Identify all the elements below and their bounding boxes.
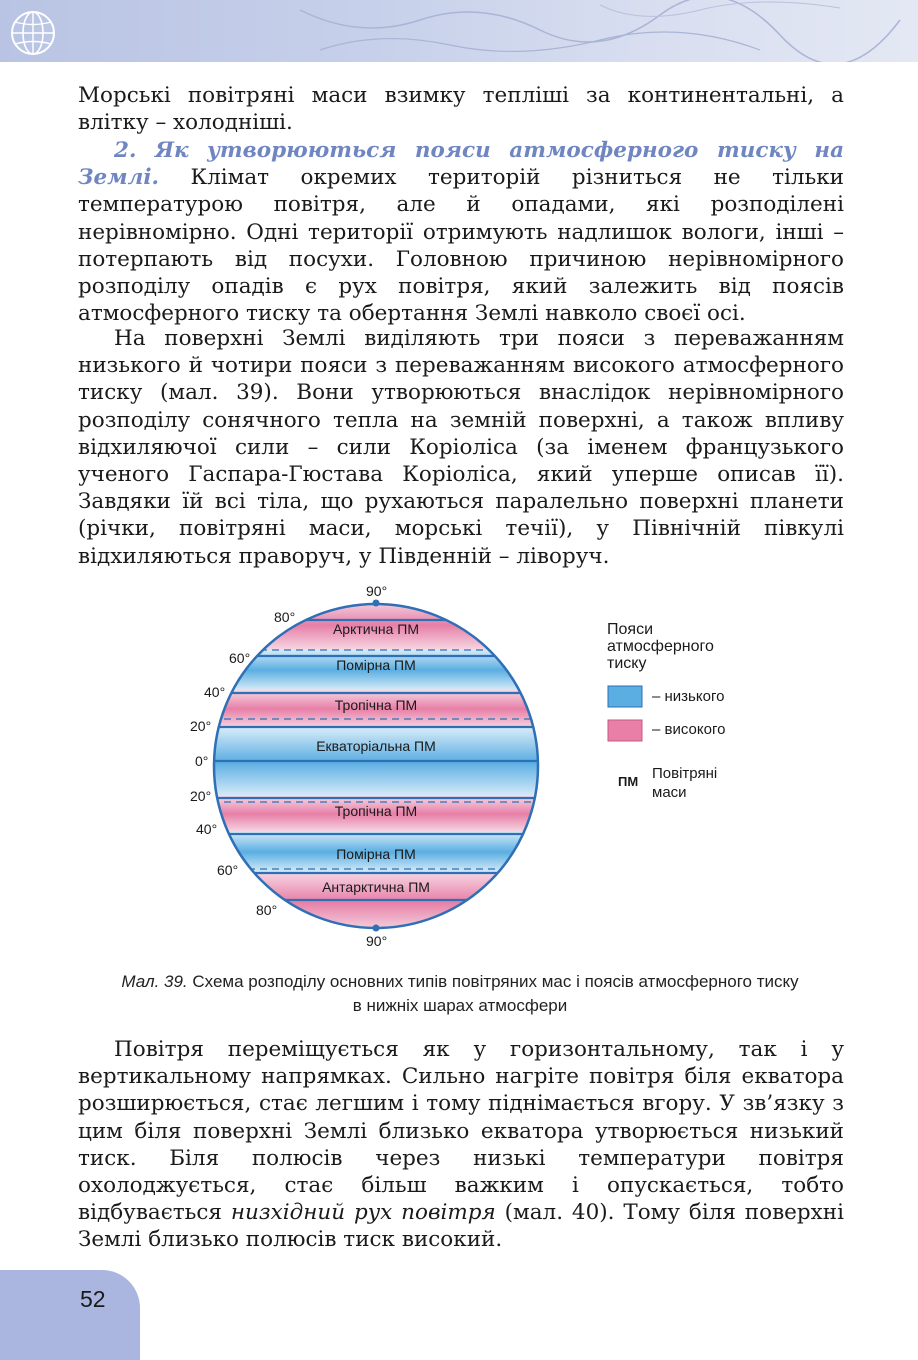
section-2-text: Клімат окремих територій різниться не тільки температурою повітря, але й опадами, які розподілені нерівномірно. Одні території отримують надлишок вологи, інші – потерпають від посухи. Головною причиною нерівномірного розподілу опадів є рух повітря, який залежить від поясів атмосферного тиску та обертання Землі навколо своєї осі. [78,165,844,327]
lat-label-n60: 60° [229,650,251,666]
caption-text: Схема розподілу основних типів повітряних мас і поясів атмосферного тиску в нижніх шарах атмосфери [187,972,799,1015]
lat-label-s20: 20° [190,788,212,804]
legend-pm-line-2: маси [652,784,687,801]
band-label-temperate-n: Помірна ПМ [336,657,416,673]
page-number: 52 [80,1286,106,1312]
paragraph-4 [78,1036,844,1254]
pressure-belts-diagram [0,580,918,960]
north-pole-dot [373,600,380,607]
lat-label-equator: 0° [195,753,209,769]
band-label-tropical-s: Тропічна ПМ [334,803,418,819]
legend-title-line-3: тиску [607,655,647,672]
caption-number: Мал. 39. [121,972,188,991]
legend-title-line-1: Пояси [607,621,653,638]
lat-label-s90: 90° [366,933,388,949]
lat-label-n80: 80° [274,609,296,625]
page-number-tab [0,1270,140,1360]
south-pole-dot [373,925,380,932]
paragraph-3 [78,325,844,570]
legend-title-line-2: атмосферного [607,638,714,655]
paragraph-4-part-2: (мал. 40). Тому біля поверхні Землі близько полюсів тиск високий. [78,1200,844,1253]
lat-label-s80: 80° [256,902,278,918]
paragraph-3-text: На поверхні Землі виділяють три пояси з переважанням низького й чотири пояси з переважанням високого атмосферного тиску (мал. 39). Вони утворюються внаслідок нерівномірного розподілу сонячного тепла на земній поверхні, а також впливу відхиляючої сили – сили Коріоліса (за іменем французького ученого Гаспара-Гюстава Коріоліса, який уперше описав її). Завдяки їй всі тіла, що рухаються паралельно поверхні планети (річки, повітряні маси, морські течії), у Північній півкулі відхиляються праворуч, у Південній – ліворуч. [78,326,844,569]
globe-icon [8,8,58,58]
figure-39 [0,580,918,960]
figure-caption [120,970,800,1018]
legend-swatch-high [608,720,642,741]
paragraph-1-text: Морські повітряні маси взимку тепліші за континентальні, а влітку – холодніші. [78,83,844,136]
band-label-temperate-s: Помірна ПМ [336,846,416,862]
lat-label-s60: 60° [217,862,239,878]
header-map-decoration [0,0,918,62]
band-label-arctic: Арктична ПМ [332,621,420,637]
legend-swatch-low [608,686,642,707]
header-band [0,0,918,62]
paragraph-4-part-1: Повітря переміщується як у горизонтальному, так і у вертикальному напрямках. Сильно нагріте повітря біля екватора розширюється, стає легшим і тому піднімається вгору. У зв’язку з цим біля поверхні Землі близько екватора утворюється низький тиск. Біля полюсів через низькі температури повітря охолоджується, стає більш важким і опускається, тобто відбувається [78,1037,844,1226]
band-label-antarctic: Антарктична ПМ [322,879,430,895]
legend-label-low: – низького [652,688,725,705]
lat-label-n90: 90° [366,583,388,599]
legend-pm-abbr: ПМ [618,774,639,789]
lat-label-n20: 20° [190,718,212,734]
legend-label-high: – високого [652,721,726,738]
band-label-tropical-n: Тропічна ПМ [334,697,418,713]
legend-pm-line-1: Повітряні [652,765,718,782]
section-2-paragraph [78,137,844,327]
paragraph-1 [78,82,844,136]
lat-label-n40: 40° [204,684,226,700]
band-label-equatorial: Екваторіальна ПМ [316,738,436,754]
legend [607,621,725,801]
lat-label-s40: 40° [196,821,218,837]
paragraph-4-italic: низхідний рух повітря [230,1200,496,1226]
section-2-heading: 2. Як утворюються пояси атмосферного тиску на Землі. [78,138,844,191]
section-2 [78,137,844,327]
paragraph-4-text [78,1036,844,1254]
